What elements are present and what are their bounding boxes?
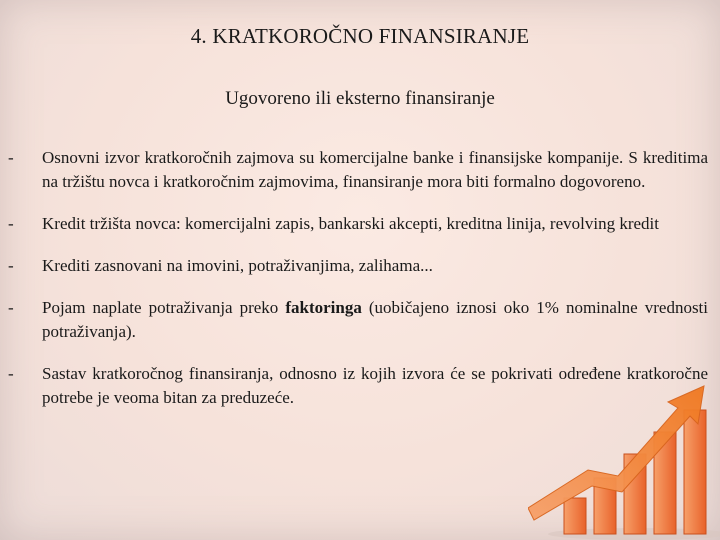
bullet-dash: - [8,256,14,275]
bullet-item [0,146,720,194]
bullet-text: Krediti zasnovani na imovini, potraživanjima, zalihama... [42,256,433,275]
bullet-item [0,212,720,236]
bullet-text: Osnovni izvor kratkoročnih zajmova su komercijalne banke i finansijske kompanije. S kreditima na tržištu novca i kratkoročnim zajmovima, finansiranje mora biti formalno dogovoreno. [42,148,708,191]
bullet-bold-term: faktoringa [285,298,362,317]
slide-title: 4. KRATKOROČNO FINANSIRANJE [190,24,530,48]
bullet-text [42,296,708,344]
bullet-text-before: Pojam naplate potraživanja preko [42,298,286,317]
bullet-text: Sastav kratkoročnog finansiranja, odnosno iz kojih izvora će se pokrivati određene kratkoročne potrebe je veoma bitan za preduzeće. [42,364,708,407]
bullet-text: Kredit tržišta novca: komercijalni zapis, bankarski akcepti, kreditna linija, revolving kredit [42,214,659,233]
bullet-item [0,296,720,344]
bullet-text-after: (uobičajeno iznosi oko 1% nominalne vrednosti potraživanja). [42,298,709,341]
rising-bar-chart-icon [528,358,720,540]
bullet-dash: - [8,214,14,233]
slide-subtitle: Ugovoreno ili eksterno finansiranje [225,88,495,109]
bullet-dash: - [8,364,14,383]
bullet-dash: - [8,148,14,167]
bullet-dash: - [8,298,14,317]
bullet-item [0,254,720,278]
